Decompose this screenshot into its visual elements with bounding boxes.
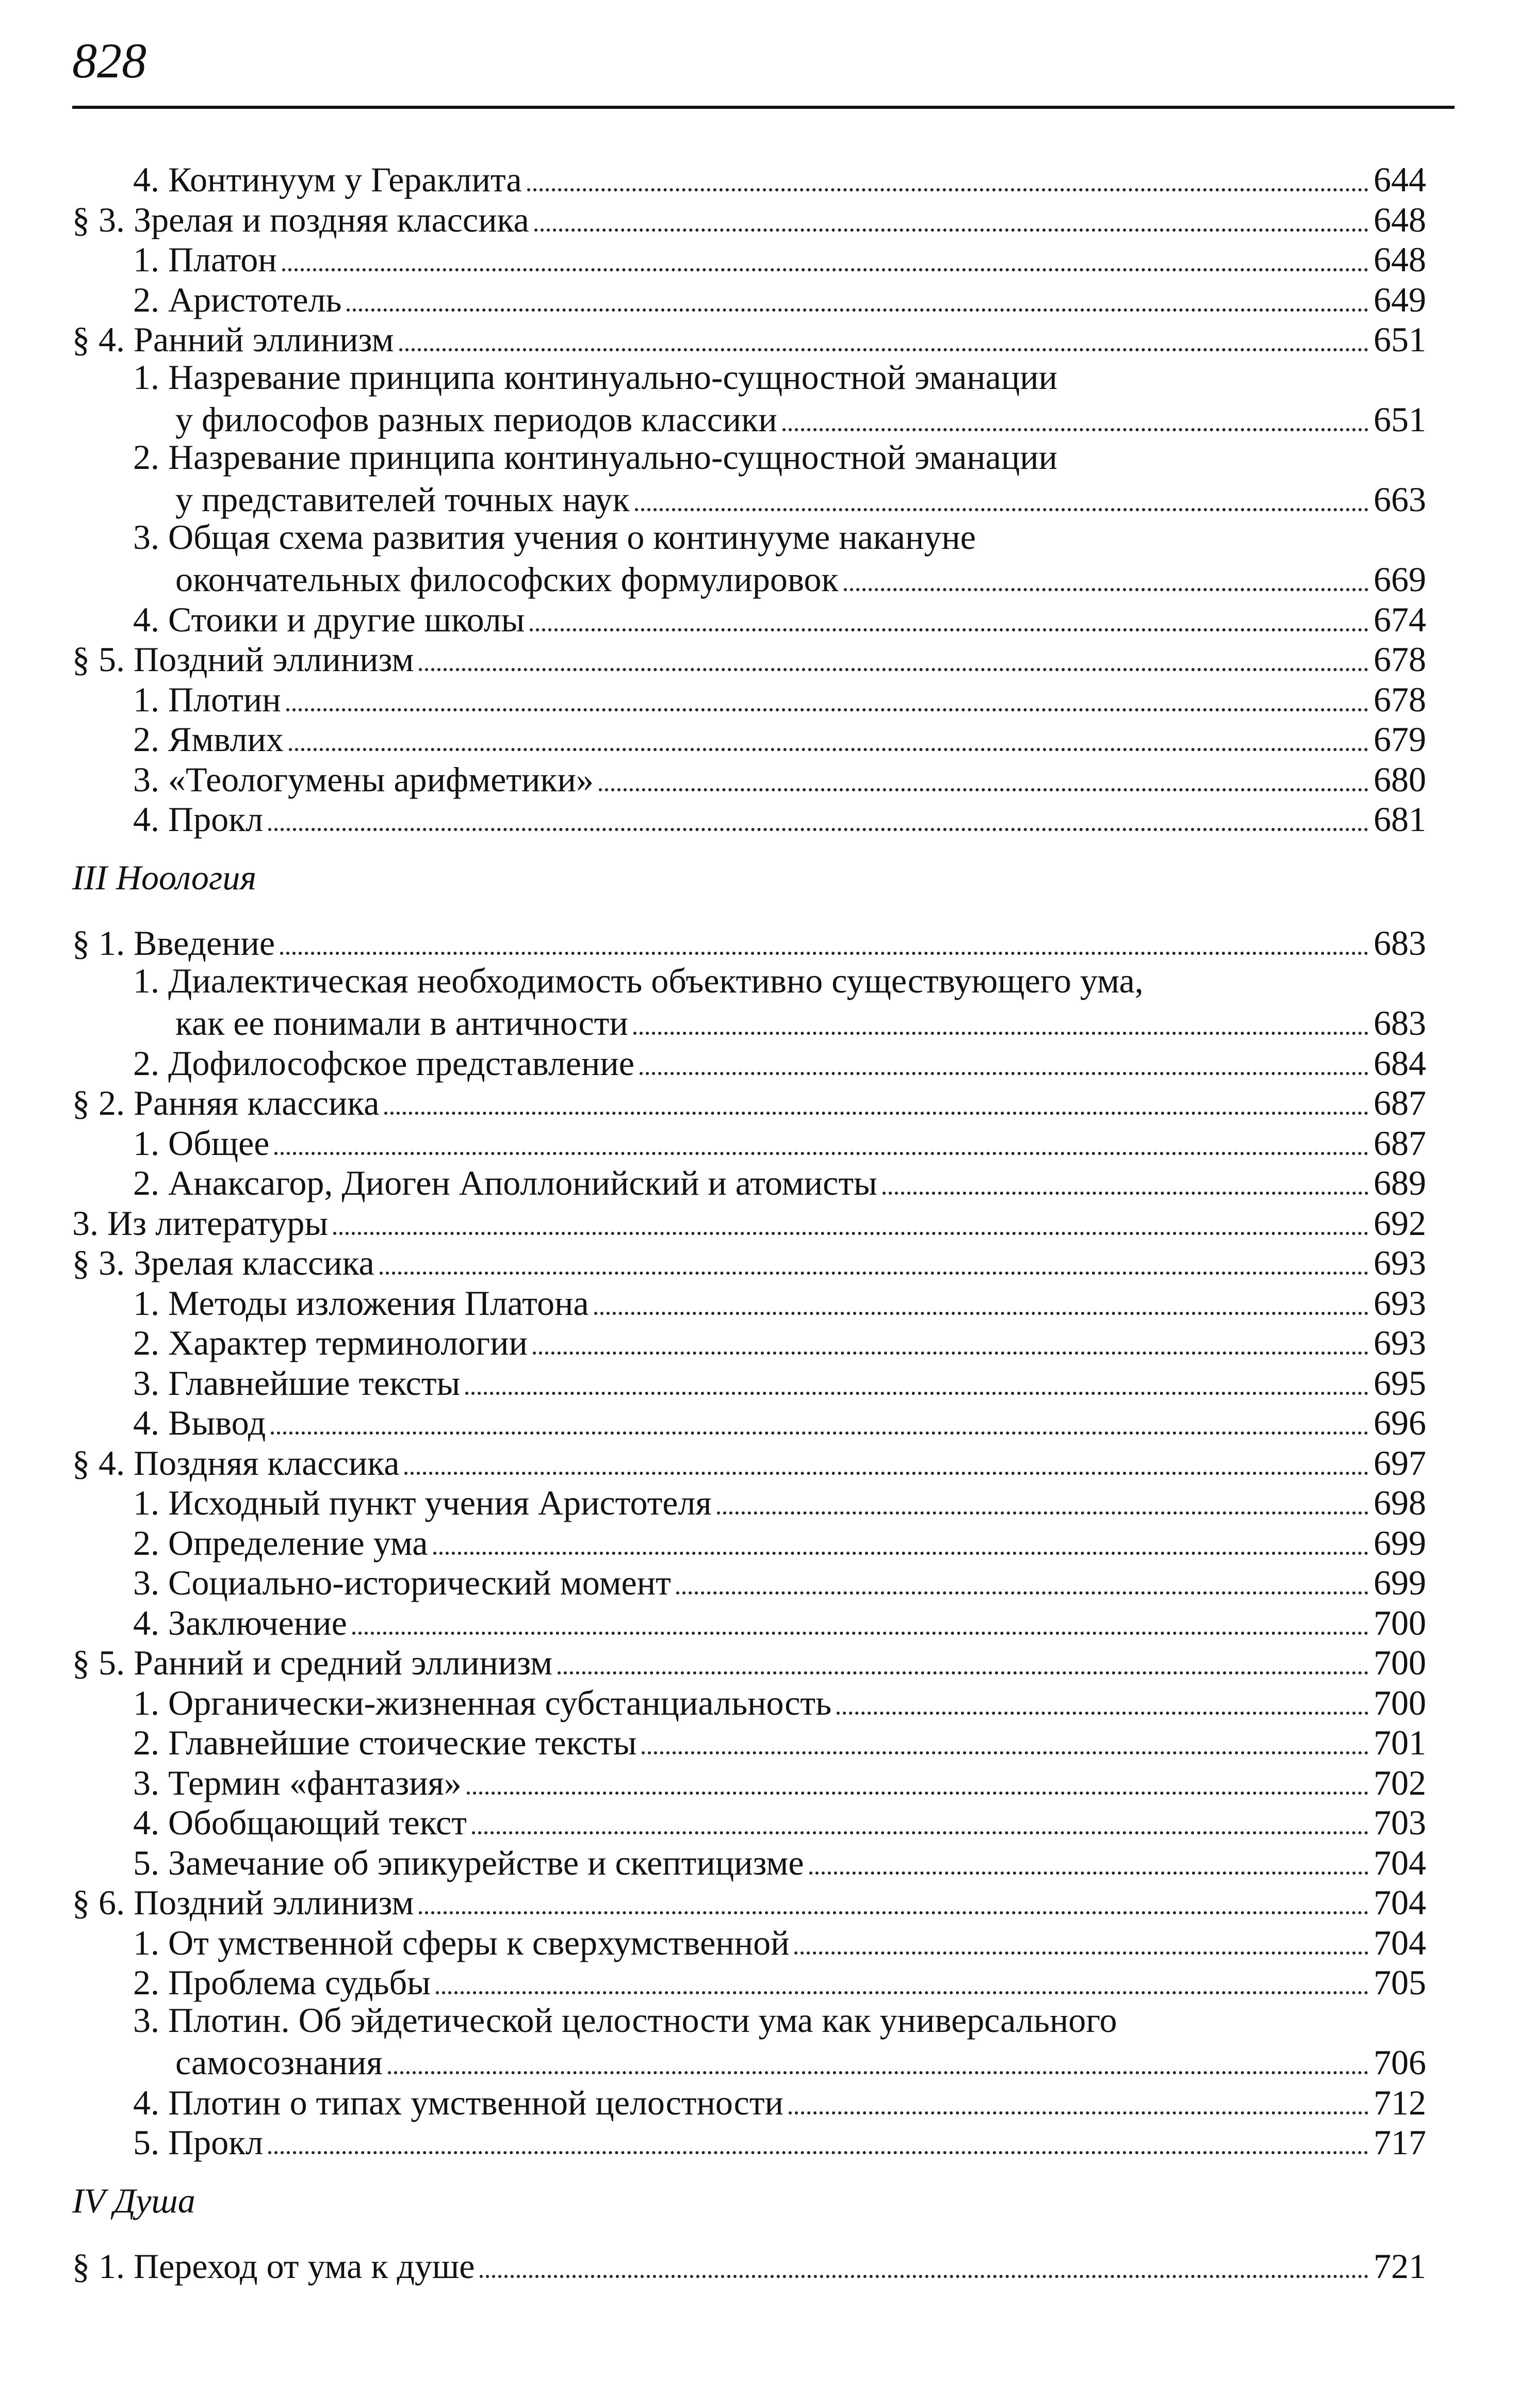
toc-entry-title: 2. Аристотель [133,280,347,320]
dot-leader [436,1960,1368,1994]
toc-page-number: 700 [1374,1603,1426,1642]
dot-leader [388,2040,1368,2074]
toc-page-number: 702 [1374,1763,1426,1802]
toc-entry[interactable] [72,1720,1426,1761]
toc-page-number: 704 [1374,1923,1426,1962]
toc-entry-title: § 1. Введение [72,923,280,964]
dot-leader [268,2120,1368,2154]
dot-leader [676,1560,1368,1595]
toc-entry-line [133,1121,1426,1164]
dot-leader [534,198,1368,232]
toc-entry-title: § 2. Ранняя классика [72,1083,384,1124]
toc-entry[interactable] [72,278,1426,318]
toc-entry-title: 2. Главнейшие стоические тексты [133,1723,642,1763]
toc-entry[interactable] [72,961,1426,1041]
toc-entry-title: 5. Замечание об эпикурействе и скептицизме [133,1843,809,1883]
toc-page-number: 704 [1374,1883,1426,1922]
toc-entry-line [175,477,1426,520]
toc-entry-title: 1. Диалектическая необходимость объективно существующего ума, [133,961,1144,1000]
dot-leader [594,1281,1368,1315]
toc-page-number: 699 [1374,1523,1426,1563]
toc-page-number: 693 [1374,1283,1426,1323]
toc-entry-line [175,397,1426,440]
toc-entry[interactable] [72,1761,1426,1801]
toc-entry-title-continuation: как ее понимали в античности [175,1003,633,1044]
toc-entry-line [72,317,1426,360]
dot-leader [280,921,1368,955]
toc-page-number: 648 [1374,240,1426,279]
dot-leader [467,1761,1368,1795]
toc-entry-title: § 5. Поздний эллинизм [72,640,419,680]
toc-entry[interactable] [72,677,1426,718]
toc-entry-line [133,1601,1426,1644]
toc-entry-line [72,1640,1426,1683]
toc-page-number: 683 [1374,923,1426,963]
toc-entry-title-continuation: у представителей точных наук [175,480,635,520]
toc-entry[interactable] [72,1081,1426,1121]
toc-entry-title: 1. Плотин [133,680,286,720]
toc-entry-title: 3. Общая схема развития учения о континууме накануне [133,517,976,557]
dot-leader [530,597,1368,631]
toc-entry-line [133,1681,1426,1723]
toc-entry-line [133,597,1426,640]
toc-page-number: 680 [1374,759,1426,799]
dot-leader [384,1081,1368,1115]
toc-entry-line [72,637,1426,680]
toc-entry[interactable] [72,317,1426,357]
toc-entry-title: 3. Термин «фантазия» [133,1763,467,1803]
toc-entry-line [72,1441,1426,1484]
toc-entry-title: § 6. Поздний эллинизм [72,1883,419,1923]
toc-entry[interactable] [72,1921,1426,1961]
toc-entry-line [133,1041,1426,1084]
toc-entry[interactable] [72,1161,1426,1201]
dot-leader [333,1201,1368,1235]
toc-entry-line [133,1281,1426,1324]
dot-leader [282,237,1368,271]
toc-entry-title: 3. Социально-исторический момент [133,1563,676,1603]
toc-page-number: 693 [1374,1323,1426,1362]
dot-leader [635,477,1368,511]
part-heading [72,837,1426,921]
toc-entry-title: 2. Дофилософское представление [133,1044,640,1084]
toc-entry-line [133,1480,1426,1523]
dot-leader [419,1880,1368,1914]
toc-entry[interactable] [72,2080,1426,2121]
header-rule [72,106,1455,109]
toc-page-number: 698 [1374,1483,1426,1522]
dot-leader [399,317,1369,351]
toc-entry-title: 4. Континуум у Гераклита [133,160,527,200]
toc-entry-line [133,677,1426,720]
toc-entry-line [133,1761,1426,1803]
toc-entry-line [133,2080,1426,2123]
toc-entry-line [72,1241,1426,1283]
toc-entry-title: § 5. Ранний и средний эллинизм [72,1643,558,1683]
toc-entry-title-continuation: окончательных философских формулировок [175,560,844,600]
toc-entry[interactable] [72,717,1426,757]
dot-leader [480,2244,1368,2278]
toc-entry[interactable] [72,1880,1426,1921]
toc-entry[interactable] [72,1480,1426,1521]
toc-entry-line [133,1321,1426,1363]
toc-entry-line [133,1521,1426,1564]
toc-entry-title: 2. Анаксагор, Диоген Аполлонийский и атомисты [133,1163,883,1203]
toc-entry-line [72,1081,1426,1124]
toc-entry[interactable] [72,921,1426,961]
toc-entry-title: 3. «Теологумены арифметики» [133,760,599,800]
toc-page-number: 693 [1374,1243,1426,1282]
toc-entry-line [133,1720,1426,1763]
toc-entry[interactable] [72,237,1426,278]
toc-page-number: 689 [1374,1163,1426,1202]
toc-entry[interactable] [72,357,1426,437]
toc-entry-title: § 4. Поздняя классика [72,1443,404,1484]
toc-entry[interactable] [72,198,1426,238]
toc-entry[interactable] [72,517,1426,597]
toc-entry-line [133,717,1426,760]
toc-page-number: 679 [1374,720,1426,759]
toc-page-number: 703 [1374,1803,1426,1842]
dot-leader [789,2080,1368,2114]
dot-leader [404,1441,1368,1475]
toc-entry[interactable] [72,1361,1426,1401]
dot-leader [271,1401,1368,1435]
dot-leader [844,557,1368,591]
toc-page-number: 651 [1374,320,1426,359]
dot-leader [837,1681,1368,1715]
toc-entry-line [133,1960,1426,2003]
toc-page-number: 699 [1374,1563,1426,1602]
part-heading [72,2160,1426,2244]
dot-leader [472,1800,1368,1834]
page-number: 828 [72,33,146,88]
toc-page-number: 721 [1374,2247,1426,2286]
dot-leader [782,397,1368,431]
toc-entry-line [175,1001,1426,1044]
toc-page-number: 696 [1374,1403,1426,1442]
toc-entry-title: § 4. Ранний эллинизм [72,320,399,360]
toc-entry-title: 1. Органически-жизненная субстанциальность [133,1683,837,1723]
toc-entry-line [133,1560,1426,1603]
dot-leader [809,1841,1368,1875]
toc-entry-title: 4. Заключение [133,1603,352,1644]
toc-page-number: 687 [1374,1083,1426,1122]
dot-leader [599,757,1368,791]
toc-entry[interactable] [72,2120,1426,2160]
toc-entry-line [133,757,1426,800]
toc-entry[interactable] [72,1800,1426,1841]
toc-entry-title: § 1. Переход от ума к душе [72,2247,480,2287]
toc-entry[interactable] [72,1601,1426,1641]
toc-entry[interactable] [72,1121,1426,1161]
toc-page-number: 700 [1374,1683,1426,1722]
toc-entry[interactable] [72,1401,1426,1441]
toc-entry-line [72,1880,1426,1923]
toc-page-number: 678 [1374,679,1426,719]
toc-entry-title: 4. Вывод [133,1403,271,1443]
dot-leader [286,677,1368,711]
toc-page-number: 651 [1374,400,1426,439]
toc-entry-line [72,198,1426,240]
toc-page-number: 681 [1374,800,1426,839]
toc-page-number: 697 [1374,1443,1426,1483]
toc-entry-line [133,278,1426,320]
toc-entry-line [133,1361,1426,1404]
dot-leader [558,1640,1368,1674]
dot-leader [640,1041,1368,1075]
toc-entry-line [72,1201,1426,1244]
toc-entry-line [133,2120,1426,2163]
toc-entry[interactable] [72,1241,1426,1281]
toc-entry-title: 3. Из литературы [72,1203,333,1244]
dot-leader [380,1241,1368,1275]
toc-entry-title: 3. Главнейшие тексты [133,1363,465,1404]
toc-entry[interactable] [72,2000,1426,2080]
toc-entry-title: 1. Исходный пункт учения Аристотеля [133,1483,717,1523]
toc-entry-line [133,157,1426,200]
dot-leader [794,1921,1368,1955]
toc-entry[interactable] [72,1321,1426,1361]
toc-entry-title: 5. Прокл [133,2123,268,2163]
toc-entry-title: 2. Характер терминологии [133,1323,533,1363]
toc-page-number: 663 [1374,480,1426,519]
toc-entry[interactable] [72,757,1426,798]
toc-entry-line [72,2244,1426,2287]
toc-entry-line [72,921,1426,964]
toc-entry[interactable] [72,1441,1426,1481]
dot-leader [268,797,1368,831]
dot-leader [289,717,1368,751]
toc-entry-title: 1. Платон [133,240,282,280]
toc-page-number: 692 [1374,1203,1426,1243]
toc-entry-line [133,1921,1426,1963]
toc-entry-title-continuation: у философов разных периодов классики [175,400,782,440]
toc-page-number: 683 [1374,1003,1426,1043]
dot-leader [433,1521,1369,1555]
toc-entry-title: 1. От умственной сферы к сверхумственной [133,1923,794,1963]
toc-page-number: 695 [1374,1363,1426,1403]
toc-entry[interactable] [72,1640,1426,1681]
toc-entry-title: § 3. Зрелая классика [72,1243,380,1283]
table-of-contents [72,157,1426,2284]
toc-entry-title: § 3. Зрелая и поздняя классика [72,200,534,240]
toc-entry-title-continuation: самосознания [175,2043,388,2083]
dot-leader [527,157,1368,191]
toc-entry-title: 1. Методы изложения Платона [133,1283,594,1324]
dot-leader [419,637,1368,671]
toc-page-number: 705 [1374,1963,1426,2002]
toc-entry-title: 2. Ямвлих [133,720,289,760]
dot-leader [347,278,1368,312]
toc-entry[interactable] [72,157,1426,198]
dot-leader [883,1161,1368,1195]
toc-entry[interactable] [72,1281,1426,1321]
toc-entry-line [175,557,1426,600]
toc-page-number: 649 [1374,280,1426,319]
toc-page-number: 706 [1374,2043,1426,2082]
toc-entry-title: 1. Назревание принципа континуально-сущностной эманации [133,357,1058,397]
toc-entry[interactable] [72,637,1426,677]
toc-page-number: 712 [1374,2082,1426,2122]
toc-entry[interactable] [72,1201,1426,1241]
toc-entry-title: 4. Плотин о типах умственной целостности [133,2083,789,2123]
toc-entry[interactable] [72,1521,1426,1561]
toc-entry[interactable] [72,437,1426,517]
part-heading-text: III Ноология [72,857,256,897]
toc-entry-line [133,1401,1426,1443]
toc-page-number: 678 [1374,640,1426,679]
toc-entry-line [133,1161,1426,1203]
toc-page-number: 669 [1374,560,1426,599]
dot-leader [633,1001,1368,1035]
toc-entry-line [133,237,1426,280]
toc-page-number: 717 [1374,2123,1426,2162]
toc-entry-line [133,797,1426,840]
toc-entry-line [133,1841,1426,1883]
toc-page-number: 700 [1374,1643,1426,1682]
toc-entry[interactable] [72,1041,1426,1081]
dot-leader [274,1121,1368,1155]
toc-entry-title: 3. Плотин. Об эйдетической целостности ума как универсального [133,2000,1117,2040]
toc-entry-title: 2. Определение ума [133,1523,433,1564]
dot-leader [465,1361,1368,1395]
dot-leader [642,1720,1368,1754]
toc-page-number: 674 [1374,599,1426,639]
toc-page-number: 648 [1374,200,1426,239]
dot-leader [352,1601,1368,1635]
toc-entry-line [133,1800,1426,1843]
toc-entry[interactable] [72,597,1426,638]
toc-entry-line [175,2040,1426,2083]
toc-entry[interactable] [72,1841,1426,1881]
toc-page-number: 684 [1374,1043,1426,1083]
toc-page-number: 701 [1374,1723,1426,1762]
toc-entry-title: 2. Проблема судьбы [133,1963,436,2003]
toc-entry[interactable] [72,2244,1426,2284]
toc-entry-title: 4. Обобщающий текст [133,1803,472,1843]
part-heading-text: IV Душа [72,2181,195,2220]
toc-page-number: 704 [1374,1843,1426,1882]
toc-page-number: 687 [1374,1123,1426,1163]
dot-leader [717,1480,1368,1515]
toc-entry-title: 4. Стоики и другие школы [133,600,530,640]
toc-entry-title: 1. Общее [133,1124,274,1164]
toc-entry[interactable] [72,1960,1426,2000]
dot-leader [533,1321,1368,1355]
toc-page-number: 644 [1374,160,1426,199]
toc-entry[interactable] [72,1681,1426,1721]
toc-entry-title: 2. Назревание принципа континуально-сущностной эманации [133,437,1058,477]
toc-entry-title: 4. Прокл [133,800,268,840]
toc-entry[interactable] [72,1560,1426,1601]
toc-entry[interactable] [72,797,1426,837]
